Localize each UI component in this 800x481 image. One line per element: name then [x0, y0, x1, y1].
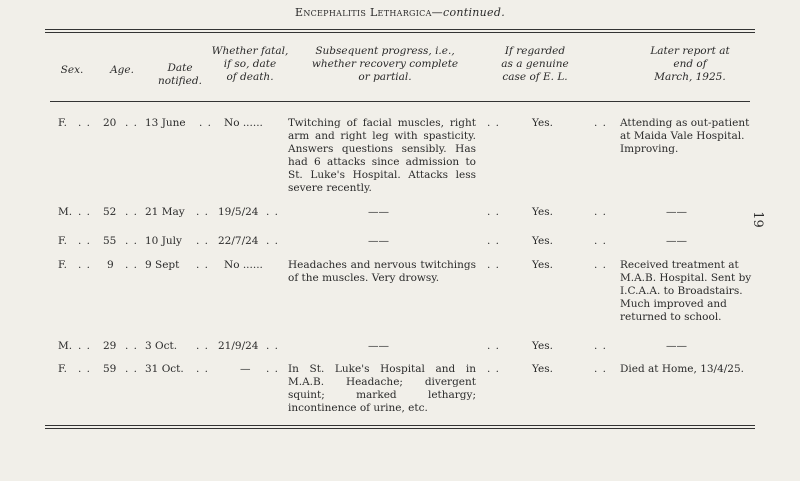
leader-dots: . .	[594, 235, 608, 247]
leader-dots: . .	[125, 117, 139, 129]
leader-dots: . .	[125, 206, 139, 218]
leader-dots: . .	[487, 117, 501, 129]
cell-genuine: Yes.	[532, 206, 553, 218]
header-later: Later report at end of March, 1925.	[650, 45, 730, 83]
title-main: Encephalitis Lethargica	[294, 6, 432, 19]
cell-age: 55	[103, 235, 117, 247]
leader-dots: . .	[266, 340, 280, 352]
header-fatal: Whether fatal, if so, date of death.	[211, 45, 289, 83]
cell-later: Attending as out-patient at Maida Vale Hospital. Improving.	[620, 117, 750, 155]
leader-dots: . .	[78, 363, 92, 375]
cell-progress: ——	[368, 235, 389, 247]
leader-dots: . .	[487, 235, 501, 247]
leader-dots: . .	[78, 235, 92, 247]
leader-dots: . .	[196, 340, 210, 352]
leader-dots: . .	[78, 117, 92, 129]
cell-date: 31 Oct.	[145, 363, 184, 375]
header-date: Date notified.	[158, 62, 202, 87]
bottom-rule-2	[45, 428, 755, 429]
leader-dots: . .	[487, 363, 501, 375]
header-rule	[50, 101, 750, 102]
cell-genuine: Yes.	[532, 235, 553, 247]
cell-age: 9	[107, 259, 114, 271]
cell-fatal: No ......	[224, 117, 263, 129]
cell-genuine: Yes.	[532, 340, 553, 352]
cell-date: 13 June	[145, 117, 186, 129]
cell-age: 59	[103, 363, 117, 375]
cell-progress: Headaches and nervous twitchings of the muscles. Very drowsy.	[288, 259, 476, 284]
cell-sex: F.	[58, 259, 67, 271]
cell-genuine: Yes.	[532, 259, 553, 271]
cell-genuine: Yes.	[532, 117, 553, 129]
leader-dots: . .	[266, 235, 280, 247]
cell-progress: In St. Luke's Hospital and in M.A.B. Headache; divergent squint; marked lethargy; incontinence of urine, etc.	[288, 363, 476, 414]
header-progress: Subsequent progress, i.e., whether recovery complete or partial.	[311, 45, 459, 83]
header-age: Age.	[110, 64, 134, 76]
title-separator: —	[431, 6, 443, 19]
title-suffix: continued.	[442, 6, 506, 19]
leader-dots: . .	[196, 235, 210, 247]
cell-fatal: —	[240, 363, 251, 375]
leader-dots: . .	[78, 206, 92, 218]
leader-dots: . .	[125, 363, 139, 375]
leader-dots: . .	[487, 206, 501, 218]
cell-date: 3 Oct.	[145, 340, 178, 352]
cell-age: 52	[103, 206, 117, 218]
leader-dots: . .	[78, 340, 92, 352]
cell-progress: Twitching of facial muscles, right arm and right leg with spasticity. Answers questions sensibly. Has had 6 attacks since admission to St. Luke's Hospital. Attacks less severe recently.	[288, 117, 476, 194]
leader-dots: . .	[594, 259, 608, 271]
cell-date: 10 July	[145, 235, 182, 247]
cell-age: 20	[103, 117, 117, 129]
cell-progress: ——	[368, 206, 389, 218]
leader-dots: . .	[594, 206, 608, 218]
leader-dots: . .	[487, 340, 501, 352]
page-title	[0, 6, 800, 19]
leader-dots: . .	[487, 259, 501, 271]
cell-fatal: No ......	[224, 259, 263, 271]
cell-fatal: 21/9/24	[218, 340, 259, 352]
cell-sex: F.	[58, 235, 67, 247]
header-genuine: If regarded as a genuine case of E. L.	[501, 45, 569, 83]
cell-sex: F.	[58, 363, 67, 375]
cell-later: Died at Home, 13/4/25.	[620, 363, 745, 375]
cell-later: ——	[666, 235, 687, 247]
cell-fatal: 22/7/24	[218, 235, 259, 247]
cell-later: ——	[666, 206, 687, 218]
leader-dots: . .	[266, 363, 280, 375]
leader-dots: . .	[196, 206, 210, 218]
header-sex: Sex.	[60, 64, 84, 76]
cell-sex: M.	[58, 340, 73, 352]
leader-dots: . .	[78, 259, 92, 271]
page-number: 19	[749, 211, 765, 228]
top-rule-1	[45, 29, 755, 30]
leader-dots: . .	[196, 259, 210, 271]
cell-genuine: Yes.	[532, 363, 553, 375]
cell-later: Received treatment at M.A.B. Hospital. Sent by I.C.A.A. to Broadstairs. Much improved and returned to school.	[620, 259, 752, 323]
cell-later: ——	[666, 340, 687, 352]
cell-date: 9 Sept	[145, 259, 180, 271]
cell-date: 21 May	[145, 206, 185, 218]
bottom-rule-1	[45, 425, 755, 426]
top-rule-2	[45, 32, 755, 33]
leader-dots: . .	[125, 340, 139, 352]
leader-dots: . .	[594, 340, 608, 352]
leader-dots: . .	[125, 235, 139, 247]
leader-dots: . .	[199, 117, 213, 129]
cell-fatal: 19/5/24	[218, 206, 259, 218]
cell-sex: M.	[58, 206, 73, 218]
leader-dots: . .	[125, 259, 139, 271]
leader-dots: . .	[594, 363, 608, 375]
cell-progress: ——	[368, 340, 389, 352]
cell-sex: F.	[58, 117, 67, 129]
leader-dots: . .	[196, 363, 210, 375]
cell-age: 29	[103, 340, 117, 352]
leader-dots: . .	[594, 117, 608, 129]
leader-dots: . .	[266, 206, 280, 218]
